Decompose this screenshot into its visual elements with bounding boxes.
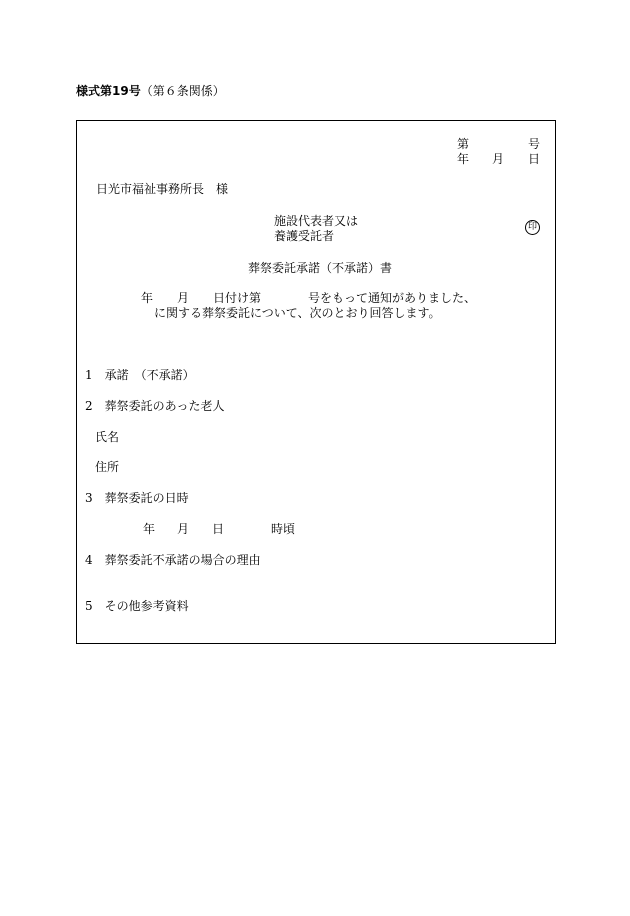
intro-dated: 日付け第 [213,291,262,305]
doc-number-suffix: 号 [528,137,541,151]
datetime-time: 時頃 [271,522,296,536]
intro-month: 月 [177,291,190,305]
item-1-approval: 1 承諾 （不承諾） [85,368,195,382]
form-number: 様式第19号 [76,84,141,98]
datetime-day: 日 [212,522,225,536]
item-5-reference: 5 その他参考資料 [85,599,189,613]
doc-number-prefix: 第 [457,137,470,151]
date-year: 年 [457,152,470,166]
document-title: 葬祭委託承諾（不承諾）書 [248,261,393,275]
name-label: 氏名 [95,430,120,444]
intro-rest: 号をもって通知がありました、 [308,291,477,305]
sender-line1: 施設代表者又は [274,214,359,228]
item-3-datetime: 3 葬祭委託の日時 [85,491,189,505]
date-day: 日 [528,152,541,166]
sender-line2: 養護受託者 [274,229,335,243]
addressee: 日光市福祉事務所長 様 [96,182,229,196]
item-2-elderly: 2 葬祭委託のあった老人 [85,399,225,413]
intro-year: 年 [141,291,154,305]
form-header [76,84,225,98]
form-relation: （第６条関係） [140,84,225,98]
item-4-reason: 4 葬祭委託不承諾の場合の理由 [85,553,261,567]
intro-line2: に関する葬祭委託について、次のとおり回答します。 [154,306,441,320]
seal-mark: 印 [525,220,540,235]
datetime-year: 年 [143,522,156,536]
datetime-month: 月 [177,522,190,536]
date-month: 月 [492,152,505,166]
address-label: 住所 [95,460,120,474]
